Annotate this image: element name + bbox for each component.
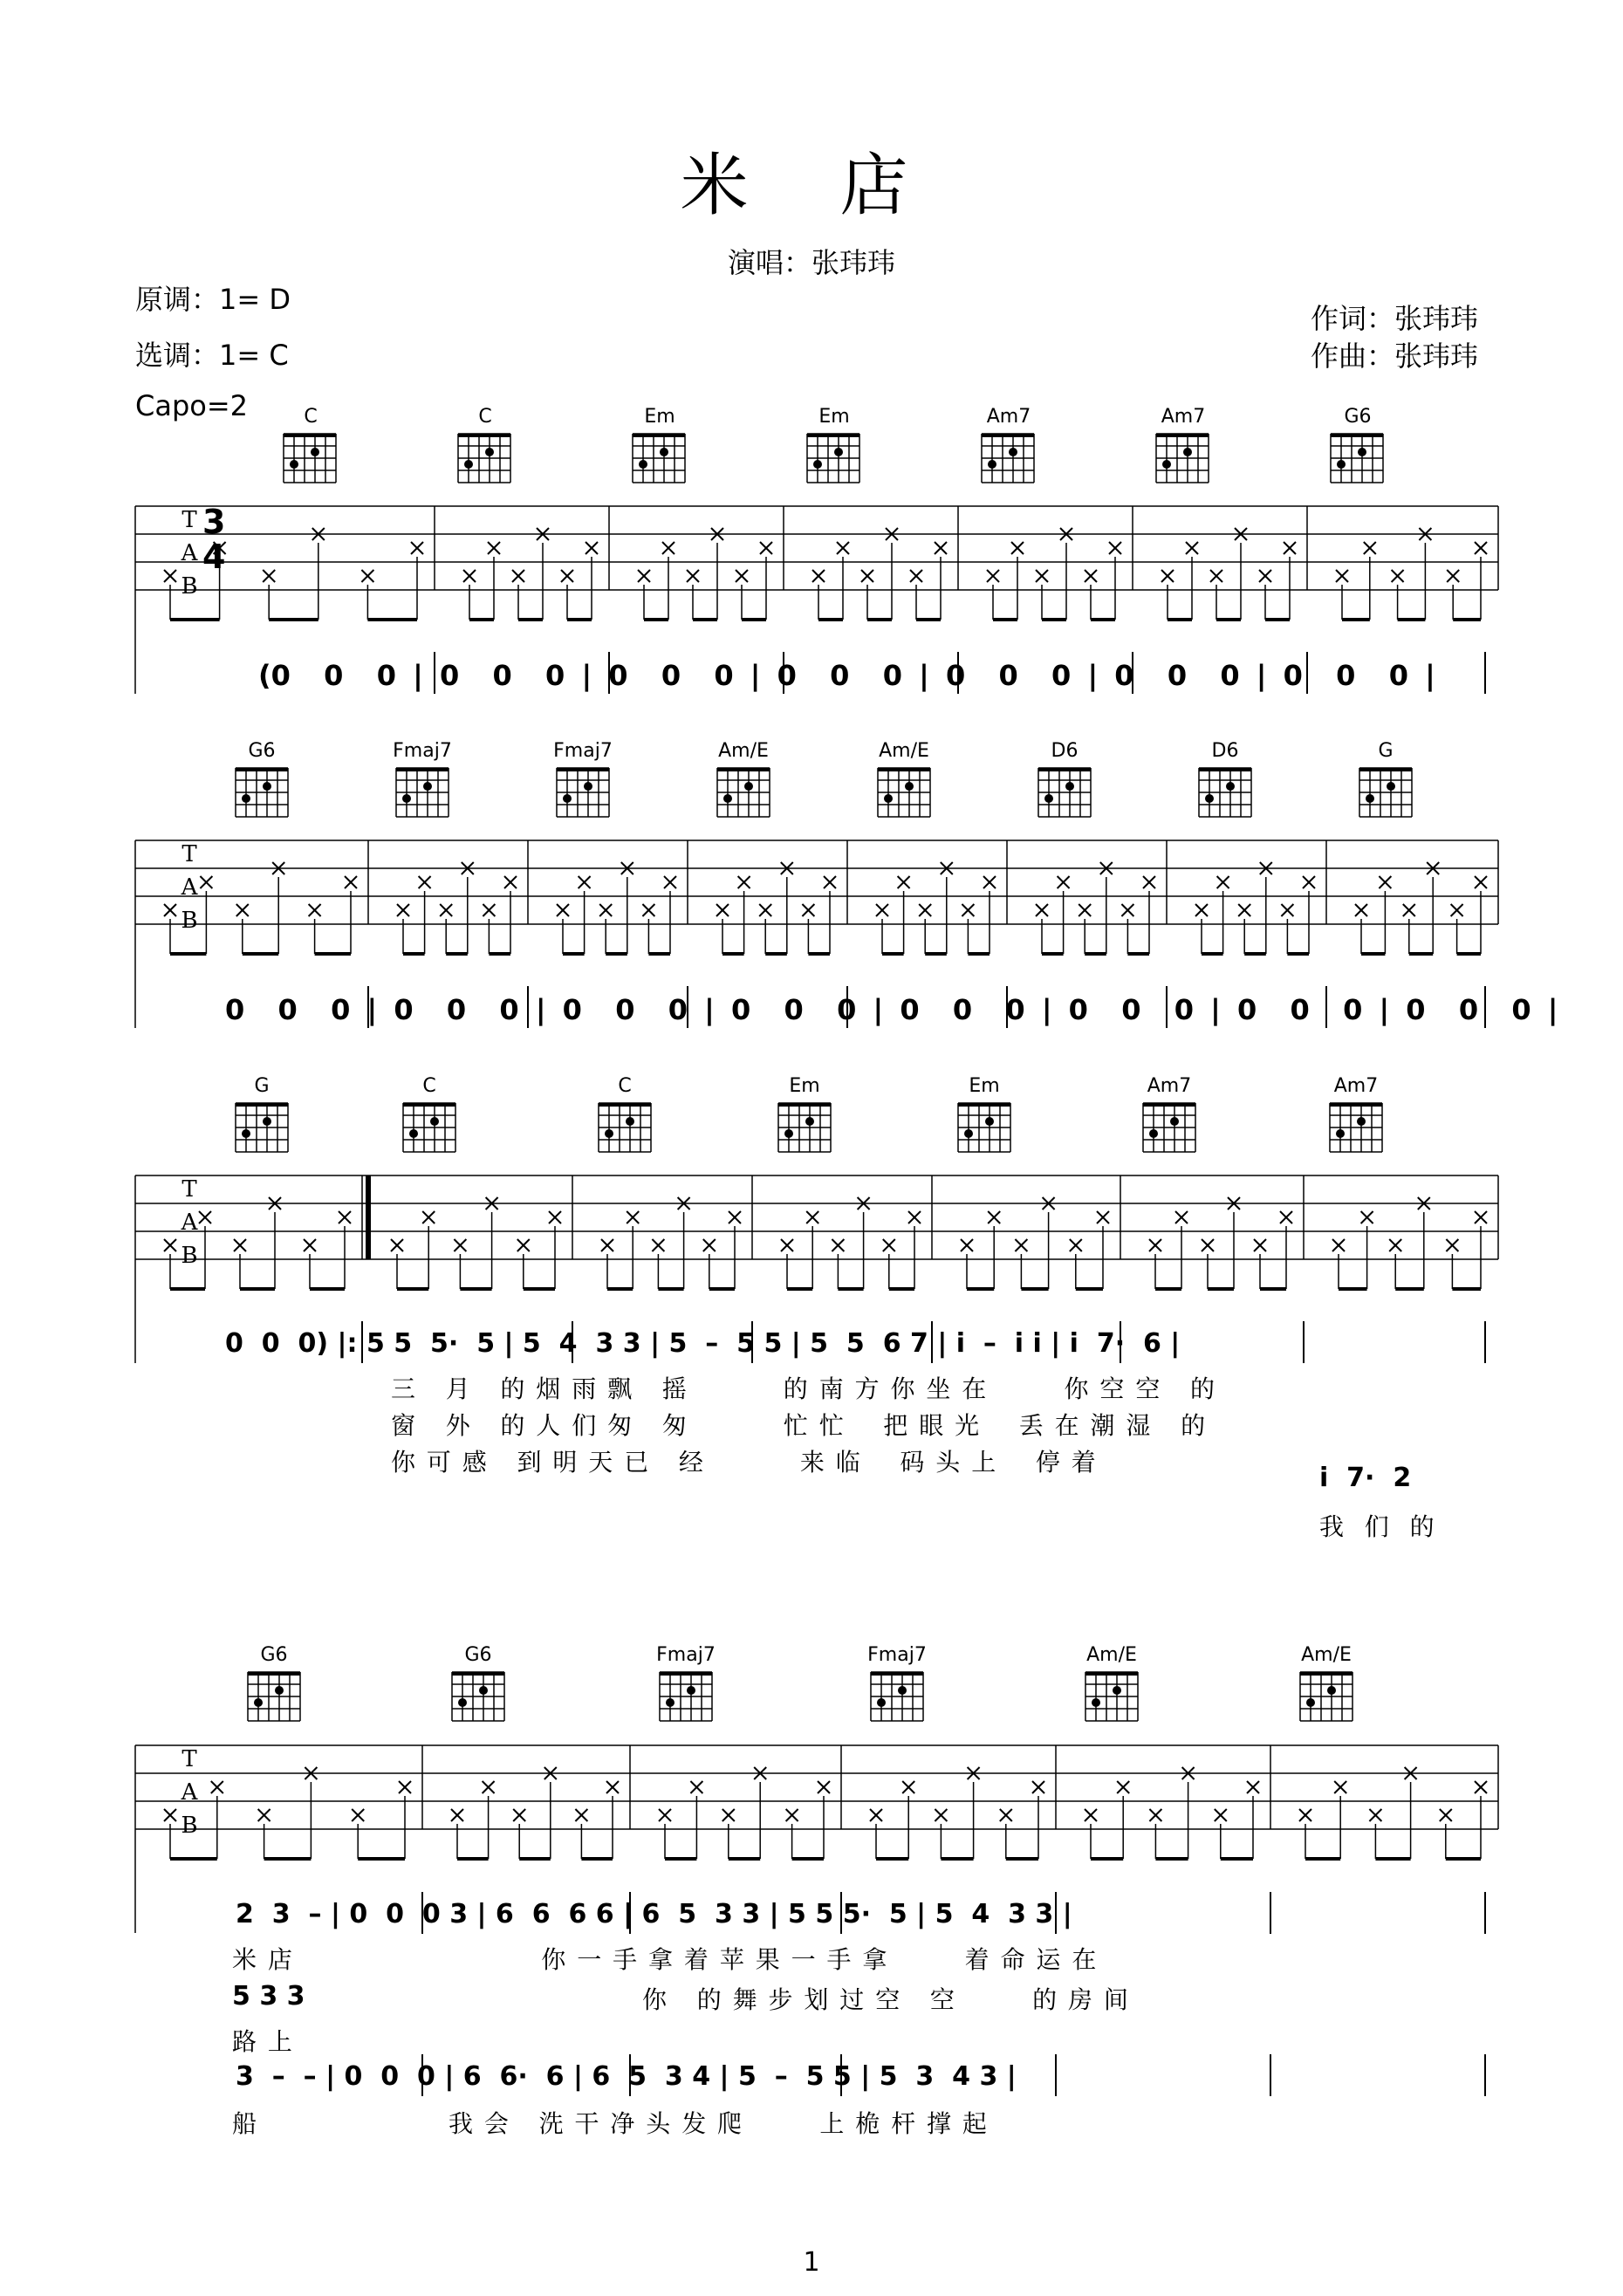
chord-label: G xyxy=(1378,740,1394,762)
jianpu-line: 0 0 0) |: 5 5 5· 5 | 5 4 3 3 | 5 – 5 5 | 5 5 6 7 | i – i i | i 7· 6 | xyxy=(225,1328,1181,1359)
chord-dot xyxy=(639,460,647,469)
tab-letter: T xyxy=(181,841,197,867)
chord-label: G6 xyxy=(464,1644,492,1666)
chord-dot xyxy=(423,782,432,791)
lyric-line: 你 的 舞 步 划 过 空 空 的 房 间 xyxy=(642,1985,1130,2014)
jianpu-alt: 5 3 3 xyxy=(232,1981,305,2012)
chord-dot xyxy=(884,794,893,803)
jianpu-line: 2 3 – | 0 0 0 3 | 6 6 6 6 | 6 5 3 3 | 5 5 5· 5 | 5 4 3 3 | xyxy=(236,1899,1072,1929)
chord-dot xyxy=(1306,1698,1315,1707)
tab-letter: B xyxy=(181,1243,198,1269)
time-sig-top: 3 xyxy=(202,503,226,541)
chord-dot xyxy=(1170,1117,1179,1126)
chord-dot xyxy=(275,1686,284,1695)
chord-dot xyxy=(409,1129,418,1138)
lyricist-credit: 作词：张玮玮 xyxy=(1311,302,1479,335)
capo-info: Capo=2 xyxy=(135,389,249,422)
lyric-line: 三 月 的 烟 雨 飘 摇 的 南 方 你 坐 在 你 空 空 的 xyxy=(391,1374,1217,1403)
chord-dot xyxy=(1336,1129,1345,1138)
chord-dot xyxy=(1092,1698,1100,1707)
chord-dot xyxy=(964,1129,973,1138)
lyric-line: 船 我 会 洗 干 净 头 发 爬 上 桅 杆 撑 起 xyxy=(232,2109,989,2138)
tab-letter: T xyxy=(181,1176,197,1203)
chord-dot xyxy=(584,782,592,791)
chord-label: C xyxy=(478,406,492,428)
chord-dot xyxy=(1113,1686,1121,1695)
chord-label: Am/E xyxy=(718,740,769,762)
chosen-key: 选调：1= C xyxy=(135,339,289,372)
chord-dot xyxy=(563,794,572,803)
chord-label: G xyxy=(254,1075,270,1097)
chord-label: Am/E xyxy=(879,740,929,762)
lyric-line: 你 可 感 到 明 天 已 经 来 临 码 头 上 停 着 xyxy=(391,1448,1098,1477)
chord-label: G6 xyxy=(248,740,276,762)
chord-dot xyxy=(479,1686,488,1695)
chord-dot xyxy=(242,794,250,803)
chord-dot xyxy=(430,1117,439,1126)
tab-letter: A xyxy=(181,1210,198,1236)
chord-label: Fmaj7 xyxy=(393,740,452,762)
chord-dot xyxy=(458,1698,467,1707)
chord-dot xyxy=(1327,1686,1336,1695)
chord-dot xyxy=(626,1117,634,1126)
jianpu-line: 3 – – | 0 0 0 | 6 6· 6 | 6 5 3 4 | 5 – 5 5 | 5 3 4 3 | xyxy=(236,2061,1017,2092)
page-title: 米 店 xyxy=(680,147,943,225)
chord-label: Am7 xyxy=(1161,406,1206,428)
chord-dot xyxy=(1162,460,1171,469)
chord-dot xyxy=(905,782,914,791)
chord-dot xyxy=(1357,1117,1366,1126)
tab-letter: B xyxy=(181,908,198,934)
original-key: 原调：1= D xyxy=(135,283,291,316)
chord-label: Am/E xyxy=(1301,1644,1352,1666)
chord-dot xyxy=(402,794,411,803)
tab-letter: T xyxy=(181,1746,197,1772)
time-sig-bottom: 4 xyxy=(202,538,226,576)
chord-dot xyxy=(290,460,298,469)
page-number: 1 xyxy=(803,2247,820,2278)
chord-dot xyxy=(660,448,668,456)
chord-label: Em xyxy=(818,406,850,428)
lyric-alt: 路 上 xyxy=(232,2027,294,2056)
chord-dot xyxy=(898,1686,907,1695)
chord-dot xyxy=(1337,460,1346,469)
composer-credit: 作曲：张玮玮 xyxy=(1311,339,1479,373)
chord-dot xyxy=(1205,794,1214,803)
chord-label: Em xyxy=(969,1075,1000,1097)
chord-dot xyxy=(1387,782,1395,791)
chord-label: G6 xyxy=(260,1644,288,1666)
chord-label: Am7 xyxy=(986,406,1031,428)
chord-dot xyxy=(464,460,473,469)
chord-dot xyxy=(242,1129,250,1138)
tab-letter: A xyxy=(181,874,198,901)
tab-letter: A xyxy=(181,540,198,566)
chord-dot xyxy=(784,1129,793,1138)
chord-dot xyxy=(744,782,753,791)
chord-dot xyxy=(1065,782,1074,791)
chord-label: C xyxy=(304,406,318,428)
chord-dot xyxy=(1226,782,1235,791)
chord-dot xyxy=(1009,448,1017,456)
chord-dot xyxy=(813,460,822,469)
chord-label: Am7 xyxy=(1147,1075,1192,1097)
jianpu-line: (0 0 0 | 0 0 0 | 0 0 0 | 0 0 0 | 0 0 0 | 0 0 0 | 0 0 0 | xyxy=(258,659,1435,692)
jianpu-line: 0 0 0 | 0 0 0 | 0 0 0 | 0 0 0 | 0 0 0 | 0 0 0 | 0 0 0 | 0 0 0 | xyxy=(225,993,1558,1026)
time-signature xyxy=(202,504,225,574)
chord-label: Fmaj7 xyxy=(867,1644,927,1666)
chord-label: Em xyxy=(789,1075,820,1097)
chord-label: G6 xyxy=(1344,406,1372,428)
chord-dot xyxy=(988,460,996,469)
tab-letter: A xyxy=(181,1779,198,1806)
chord-dot xyxy=(723,794,732,803)
chord-dot xyxy=(254,1698,263,1707)
chord-dot xyxy=(877,1698,886,1707)
chord-dot xyxy=(1044,794,1053,803)
chord-dot xyxy=(805,1117,814,1126)
chord-dot xyxy=(1183,448,1192,456)
chord-dot xyxy=(687,1686,695,1695)
chord-label: Am/E xyxy=(1086,1644,1137,1666)
chord-label: Fmaj7 xyxy=(553,740,613,762)
chord-label: D6 xyxy=(1051,740,1079,762)
chord-label: C xyxy=(422,1075,436,1097)
lyric-line: 米 店 你 一 手 拿 着 苹 果 一 手 拿 着 命 运 在 xyxy=(232,1945,1099,1974)
tab-letter: T xyxy=(181,507,197,533)
chord-label: Em xyxy=(644,406,675,428)
chord-dot xyxy=(985,1117,994,1126)
chord-dot xyxy=(263,1117,271,1126)
chord-dot xyxy=(1149,1129,1158,1138)
chord-label: C xyxy=(618,1075,632,1097)
lyric-line: 窗 外 的 人 们 匆 匆 忙 忙 把 眼 光 丢 在 潮 湿 的 xyxy=(391,1411,1208,1440)
chord-dot xyxy=(485,448,494,456)
jianpu-alt: i 7· 2 xyxy=(1319,1463,1412,1493)
chord-label: Fmaj7 xyxy=(656,1644,716,1666)
chord-label: D6 xyxy=(1211,740,1239,762)
tab-letter: B xyxy=(181,1813,198,1839)
singer-credit: 演唱：张玮玮 xyxy=(727,246,895,279)
chord-dot xyxy=(1366,794,1374,803)
chord-dot xyxy=(605,1129,613,1138)
chord-dot xyxy=(263,782,271,791)
chord-dot xyxy=(311,448,319,456)
chord-dot xyxy=(666,1698,675,1707)
chord-label: Am7 xyxy=(1333,1075,1379,1097)
tab-letter: B xyxy=(181,573,198,600)
chord-dot xyxy=(1358,448,1366,456)
lyric-alt: 我 们 的 xyxy=(1319,1512,1436,1541)
chord-dot xyxy=(834,448,843,456)
